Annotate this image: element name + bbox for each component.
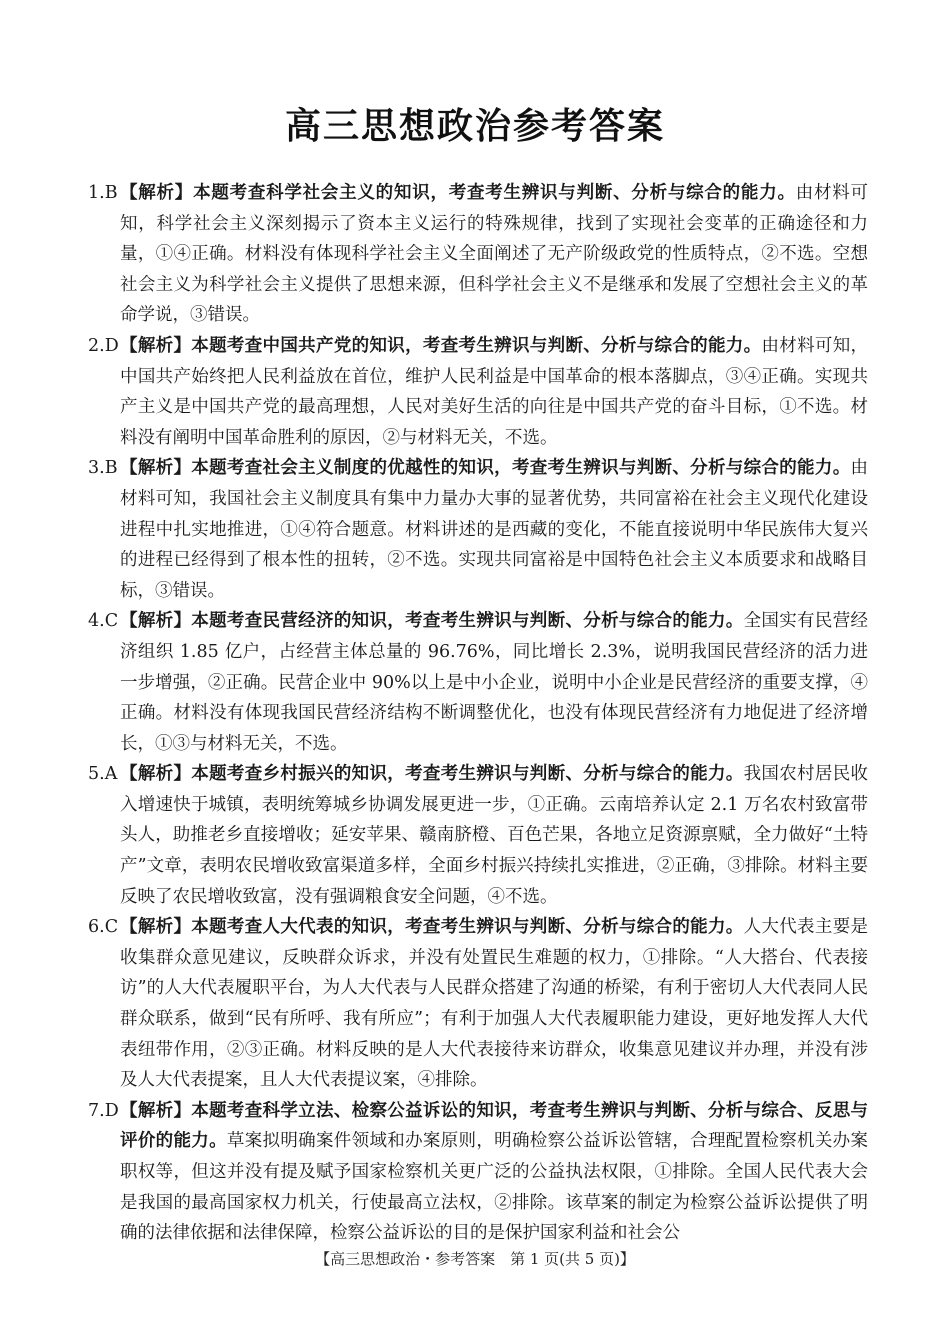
answer-number: 6.C: [88, 917, 119, 938]
answer-item-4: [88, 606, 868, 759]
page-footer: 【高三思想政治・参考答案 第 1 页(共 5 页)】: [315, 1250, 635, 1268]
answer-item-2: [88, 331, 868, 453]
answer-number: 3.B: [88, 458, 118, 479]
answer-number: 7.D: [88, 1100, 119, 1121]
analysis-lead: 本题考查科学社会主义的知识，考查考生辨识与判断、分析与综合的能力。: [193, 183, 796, 203]
analysis-lead: 本题考查社会主义制度的优越性的知识，考查考生辨识与判断、分析与综合的能力。: [191, 458, 851, 479]
analysis-body: 由材料可知，我国社会主义制度具有集中力量办大事的显著优势，共同富裕在社会主义现代化建设进程中扎实地推进，①④符合题意。材料讲述的是西藏的变化，不能直接说明中华民族伟大复兴的进程已经得到了根本性的扭转，②不选。实现共同富裕是中国特色社会主义本质要求和战略目标，③错误。: [120, 458, 869, 601]
analysis-body: 人大代表主要是收集群众意见建议，反映群众诉求，并没有处置民生难题的权力，①排除。“人大搭台、代表接访”的人大代表履职平台，为人大代表与人民群众搭建了沟通的桥梁，有利于密切人大代表同人民群众联系，做到“民有所呼、我有所应”；有利于加强人大代表履职能力建设，更好地发挥人大代表纽带作用，②③正确。材料反映的是人大代表接待来访群众，收集意见建议并办理，并没有涉及人大代表提案，且人大代表提议案，④排除。: [120, 917, 869, 1091]
analysis-tag: 【解析】: [120, 183, 194, 203]
analysis-body: 由材料可知，中国共产始终把人民利益放在首位，维护人民利益是中国革命的根本落脚点，③④正确。实现共产主义是中国共产党的最高理想，人民对美好生活的向往是中国共产党的奋斗目标，①不选。材料没有阐明中国革命胜利的原因，②与材料无关，不选。: [120, 335, 869, 448]
answer-number: 5.A: [88, 764, 118, 785]
analysis-tag: 【解析】: [120, 917, 192, 938]
analysis-lead: 本题考查乡村振兴的知识，考查考生辨识与判断、分析与综合的能力。: [191, 764, 744, 785]
answer-number: 2.D: [88, 335, 119, 356]
analysis-body: 全国实有民营经济组织 1.85 亿户，占经营主体总量的 96.76%，同比增长 2.3%，说明我国民营经济的活力进一步增强，②正确。民营企业中 90%以上是中小企业，说明中小企业是民营经济的重要支撑，④正确。材料没有体现我国民营经济结构不断调整优化，也没有体现民营经济有力地促进了经济增长，①③与材料无关，不选。: [120, 611, 869, 754]
analysis-tag: 【解析】: [120, 458, 192, 479]
analysis-body: 由材料可知，科学社会主义深刻揭示了资本主义运行的特殊规律，找到了实现社会变革的正确途径和力量，①④正确。材料没有体现科学社会主义全面阐述了无产阶级政党的性质特点，②不选。空想社会主义为科学社会主义提供了思想来源，但科学社会主义不是继承和发展了空想社会主义的革命学说，③错误。: [120, 183, 869, 326]
analysis-tag: 【解析】: [120, 764, 192, 785]
analysis-lead: 本题考查民营经济的知识，考查考生辨识与判断、分析与综合的能力。: [191, 611, 744, 632]
analysis-lead: 本题考查人大代表的知识，考查考生辨识与判断、分析与综合的能力。: [191, 917, 744, 938]
answer-item-3: [88, 453, 868, 606]
answer-item-5: [88, 759, 868, 912]
page-title: 高三思想政治参考答案: [284, 106, 665, 147]
answer-number: 1.B: [88, 183, 118, 203]
answer-item-6: [88, 912, 868, 1096]
analysis-tag: 【解析】: [120, 1100, 192, 1121]
analysis-lead: 本题考查中国共产党的知识，考查考生辨识与判断、分析与综合的能力。: [191, 335, 762, 356]
answer-item-1: [88, 178, 868, 331]
answer-item-7: [88, 1096, 868, 1249]
analysis-tag: 【解析】: [120, 611, 192, 632]
answer-number: 4.C: [88, 611, 119, 632]
analysis-lead: 本题考查科学立法、检察公益诉讼的知识，考查考生辨识与判断、分析与综合、反思与评价的能力。: [120, 1100, 869, 1152]
answer-list: [88, 178, 868, 1249]
analysis-body: 我国农村居民收入增速快于城镇，表明统筹城乡协调发展更进一步，①正确。云南培养认定 2.1 万名农村致富带头人，助推老乡直接增收；延安苹果、赣南脐橙、百色芒果，各地立足资源禀赋，全力做好“土特产”文章，表明农民增收致富渠道多样，全面乡村振兴持续扎实推进，②正确，③排除。材料主要反映了农民增收致富，没有强调粮食安全问题，④不选。: [120, 764, 869, 907]
analysis-tag: 【解析】: [120, 335, 192, 356]
analysis-body: 草案拟明确案件领域和办案原则，明确检察公益诉讼管辖，合理配置检察机关办案职权等，但这并没有提及赋予国家检察机关更广泛的公益执法权限，①排除。全国人民代表大会是我国的最高国家权力机关，行使最高立法权，②排除。该草案的制定为检察公益诉讼提供了明确的法律依据和法律保障，检察公益诉讼的目的是保护国家利益和社会公: [120, 1131, 869, 1244]
